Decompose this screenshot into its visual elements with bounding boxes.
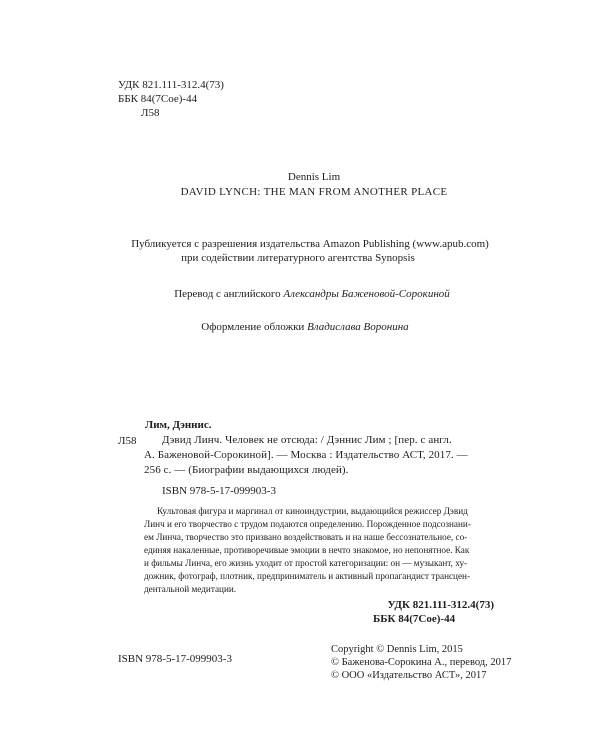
translation-credit	[12, 287, 600, 301]
abstract-line-5: и фильмы Линча, его жизнь уходит от простой категоризации: он — музыкант, ху-	[144, 558, 468, 568]
copyright-line-1: Copyright © Dennis Lim, 2015	[331, 644, 463, 655]
abstract-line-4: единяя накаленные, противоречивые эмоции в нечто знакомое, но непонятное. Как	[144, 545, 470, 555]
bbk-code: ББК 84(7Сое)-44	[118, 93, 198, 105]
catalog-bbk: ББК 84(7Сое)-44	[373, 613, 456, 625]
abstract-line-6: дожник, фотограф, плотник, предприниматель и активный пропагандист трансцен-	[144, 571, 471, 581]
abstract-line-2: Линч и его творчество с трудом подаются определению. Порожденное подсознани-	[144, 519, 471, 529]
abstract-line-3: ем Линча, творчество это призвано воздействовать и на наше бессознательное, со-	[144, 532, 468, 542]
cover-prefix: Оформление обложки	[201, 321, 308, 333]
catalog-author-mark: Л58	[118, 435, 137, 447]
footer-isbn: ISBN 978-5-17-099903-3	[118, 653, 232, 665]
translator-name: Александры Баженовой-Сорокиной	[283, 288, 450, 300]
translation-prefix: Перевод с английского	[174, 288, 284, 300]
permission-line-1: Публикуется с разрешения издательства Amazon Publishing (www.apub.com)	[131, 238, 489, 250]
catalog-line-1: Дэвид Линч. Человек не отсюда: / Дэннис Лим ; [пер. с англ.	[162, 434, 452, 446]
udk-code: УДК 821.111-312.4(73)	[118, 79, 224, 91]
permission-line-2: при содействии литературного агентства Synopsis	[181, 252, 415, 264]
cover-credit	[5, 320, 600, 334]
abstract-line-1: Культовая фигура и маргинал от киноиндустрии, выдающийся режиссер Дэвид	[157, 506, 468, 516]
catalog-isbn: ISBN 978-5-17-099903-3	[162, 485, 276, 497]
abstract-line-7: дентальной медитации.	[144, 584, 237, 594]
cover-designer-name: Владислава Воронина	[307, 321, 409, 333]
catalog-line-3: 256 с. — (Биографии выдающихся людей).	[144, 464, 349, 476]
original-title: DAVID LYNCH: THE MAN FROM ANOTHER PLACE	[180, 186, 448, 198]
author-mark: Л58	[141, 107, 160, 119]
catalog-heading: Лим, Дэннис.	[145, 419, 212, 431]
catalog-udk: УДК 821.111-312.4(73)	[387, 599, 494, 611]
original-author: Dennis Lim	[287, 171, 341, 183]
catalog-line-2: А. Баженовой-Сорокиной]. — Москва : Издательство АСТ, 2017. —	[144, 449, 468, 461]
copyright-line-2: © Баженова-Сорокина А., перевод, 2017	[331, 657, 512, 668]
copyright-line-3: © ООО «Издательство АСТ», 2017	[331, 670, 487, 681]
